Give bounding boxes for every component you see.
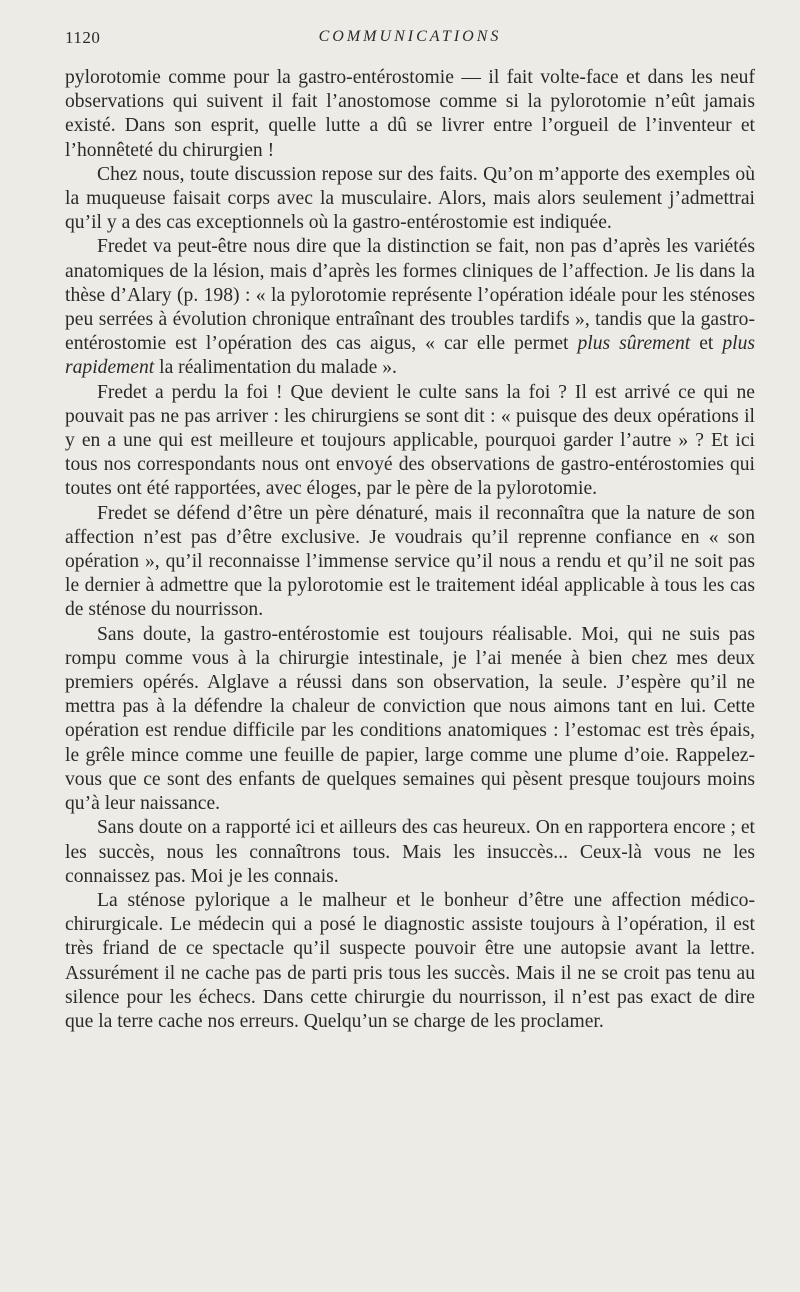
paragraph-3-text-after: la réalimentation du malade ». bbox=[154, 357, 397, 379]
italic-phrase-1: plus sûrement bbox=[577, 333, 691, 355]
paragraph-7: Sans doute on a rapporté ici et ailleurs des cas heureux. On en rapportera encore ; et les succès, nous les connaîtrons tous. Mais les insuccès... Ceux-là vous ne les connaissez pas. Moi je les connais. bbox=[65, 817, 755, 887]
paragraph-2: Chez nous, toute discussion repose sur des faits. Qu’on m’apporte des exemples où la muqueuse faisait corps avec la musculaire. Alors, mais alors seulement j’admettrai qu’il y a des cas exceptionnels où la gastro-entérostomie est indiquée. bbox=[65, 163, 755, 234]
italic-phrase-2: plus rapidement bbox=[65, 333, 755, 379]
paragraph-4: Fredet a perdu la foi ! Que devient le culte sans la foi ? Il est arrivé ce qui ne pouvait pas ne pas arriver : les chirurgiens se sont dit : « puisque des deux opérations il y en a une qui est meilleure et toujours applicable, pourquoi garder l’autre » ? Et ici tous nos correspondants nous ont envoyé des observations de gastro-entérostomies qui toutes ont été rapportées, avec éloges, par le père de la pylorotomie. bbox=[65, 381, 755, 500]
paragraph-3-text-mid: et bbox=[690, 333, 723, 355]
paragraph-1: pylorotomie comme pour la gastro-entérostomie — il fait volte-face et dans les neuf observations qui suivent il fait l’anostomose comme si la pylorotomie n’eût jamais existé. Dans son esprit, quelle lutte a dû se livrer entre l’orgueil de l’inventeur et l’honnêteté du chirurgien ! bbox=[65, 67, 755, 161]
body-text bbox=[65, 66, 755, 1034]
page-header bbox=[65, 28, 755, 50]
page-number: 1120 bbox=[65, 28, 101, 47]
paragraph-8: La sténose pylorique a le malheur et le bonheur d’être une affection médico-chirurgicale. Le médecin qui a posé le diagnostic assiste toujours à l’opération, il est très friand de ce spectacle qu’il suspecte pouvoir être une autopsie avant la lettre. Assurément il ne cache pas de parti pris tous les succès. Mais il ne se croit pas tenu au silence pour les échecs. Dans cette chirurgie du nourrisson, il n’est pas exact de dire que la terre cache nos erreurs. Quelqu’un se charge de les proclamer. bbox=[65, 889, 755, 1032]
paragraph-3 bbox=[65, 235, 755, 380]
paragraph-3-text-before: Fredet va peut-être nous dire que la distinction se fait, non pas d’après les variétés anatomiques de la lésion, mais d’après les formes cliniques de l’affection. Je lis dans la thèse d’Alary (p. 198) : « la pylorotomie représente l’opération idéale pour les sténoses peu serrées à évolution chronique entraînant des troubles tardifs », tandis que la gastro-entérostomie est l’opération des cas aigus, « car elle permet bbox=[65, 236, 755, 355]
paragraph-6: Sans doute, la gastro-entérostomie est toujours réalisable. Moi, qui ne suis pas rompu comme vous à la chirurgie intestinale, je l’ai menée à bien chez mes deux premiers opérés. Alglave a réussi dans son observation, la seule. J’espère qu’il ne mettra pas à la défendre la chaleur de conviction que nous aimons tant en lui. Cette opération est rendue difficile par les conditions anatomiques : l’estomac est très épais, le grêle mince comme une feuille de papier, large comme une plume d’oie. Rappelez-vous que ce sont des enfants de quelques semaines qui pèsent presque toujours moins qu’à leur naissance. bbox=[65, 623, 755, 815]
paragraph-5: Fredet se défend d’être un père dénaturé, mais il reconnaîtra que la nature de son affection n’est pas d’être exclusive. Je voudrais qu’il reprenne confiance en « son opération », qu’il reconnaisse l’immense service qu’il nous a rendu et qu’il ne soit pas le dernier à admettre que la pylorotomie est le traitement idéal applicable à tous les cas de sténose du nourrisson. bbox=[65, 502, 755, 621]
running-head: COMMUNICATIONS bbox=[318, 28, 502, 45]
